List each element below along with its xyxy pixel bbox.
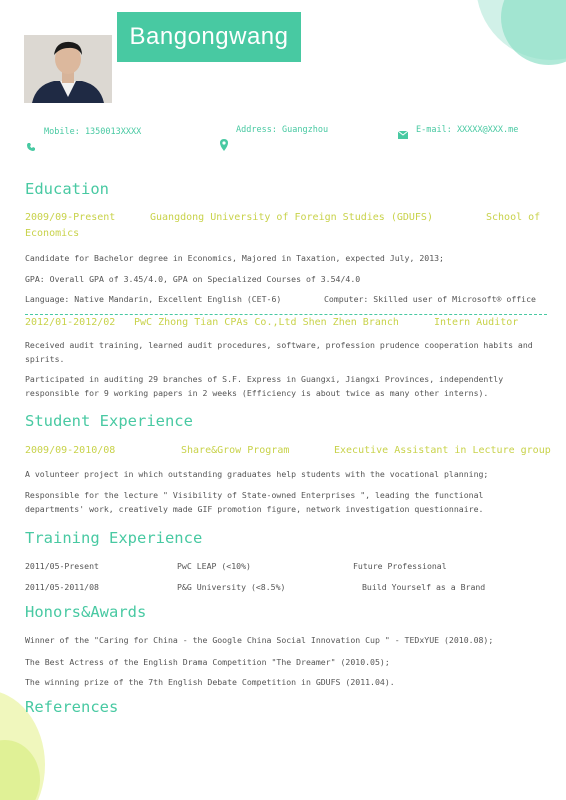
section-title-honors-awards: Honors&Awards <box>25 603 147 621</box>
section-title-student-experience: Student Experience <box>25 412 193 430</box>
edu-gpa-line: GPA: Overall GPA of 3.45/4.0, GPA on Specialized Courses of 3.54/4.0 <box>25 274 361 284</box>
edu-computer-line: Computer: Skilled user of Microsoft® office <box>324 294 536 304</box>
intern-line-1: Received audit training, learned audit procedures, software, profession prudence cooperation habits and spirits. <box>25 340 533 364</box>
edu-degree-line: Candidate for Bachelor degree in Economics, Majored in Taxation, expected July, 2013; <box>25 253 444 263</box>
email-text: E-mail: XXXXX@XXX.me <box>416 125 519 135</box>
student-org: Share&Grow Program <box>181 445 290 456</box>
edu-period: 2009/09-Present <box>25 212 116 223</box>
intern-company: PwC Zhong Tian CPAs Co.,Ltd Shen Zhen Branch <box>134 317 399 328</box>
mobile-text: Mobile: 1350013XXXX <box>44 127 142 137</box>
location-icon <box>219 139 229 151</box>
student-role: Executive Assistant in Lecture group <box>334 445 551 456</box>
student-period: 2009/09-2010/08 <box>25 445 116 456</box>
student-line-1: A volunteer project in which outstanding graduates help students with the vocational planning; <box>25 469 489 479</box>
full-name: Bangongwang <box>129 23 289 50</box>
edu-school: School of <box>486 212 541 223</box>
training-row-period: 2011/05-2011/08 <box>25 582 99 592</box>
profile-photo <box>24 35 112 103</box>
intern-role: Intern Auditor <box>434 317 519 328</box>
phone-icon <box>26 142 36 152</box>
intern-period: 2012/01-2012/02 <box>25 317 116 328</box>
address-text: Address: Guangzhou <box>236 125 329 135</box>
training-row-org: P&G University (<8.5%) <box>177 582 286 592</box>
edu-language-line: Language: Native Mandarin, Excellent English (CET-6) <box>25 294 282 304</box>
honor-item: The winning prize of the 7th English Debate Competition in GDUFS (2011.04). <box>25 677 395 687</box>
training-row-name: Build Yourself as a Brand <box>362 582 486 592</box>
student-line-2: Responsible for the lecture " Visibility of State-owned Enterprises ", leading the functional departments' work, creatively made GIF promotion figure, network investigation questionnaire. <box>25 490 484 514</box>
training-row-period: 2011/05-Present <box>25 561 99 571</box>
edu-school-cont: Economics <box>25 228 80 239</box>
honor-item: The Best Actress of the English Drama Competition "The Dreamer" (2010.05); <box>25 657 390 667</box>
edu-university: Guangdong University of Foreign Studies (GDUFS) <box>150 212 433 223</box>
training-row-name: Future Professional <box>353 561 447 571</box>
honor-item: Winner of the "Caring for China - the Google China Social Innovation Cup " - TEDxYUE (2010.08); <box>25 635 494 645</box>
section-title-references: References <box>25 698 119 716</box>
section-title-education: Education <box>25 180 109 198</box>
mail-icon <box>398 131 408 139</box>
name-banner <box>117 12 301 62</box>
training-row-org: PwC LEAP (<10%) <box>177 561 251 571</box>
section-title-training-experience: Training Experience <box>25 529 203 547</box>
dashed-divider <box>25 314 547 315</box>
intern-line-2: Participated in auditing 29 branches of S.F. Express in Guangxi, Jiangxi Provinces, independently responsible for 9 working papers in 2 weeks (Efficiency is about twice as many other interns). <box>25 374 504 398</box>
decor-circle-top-right-small <box>501 0 566 65</box>
